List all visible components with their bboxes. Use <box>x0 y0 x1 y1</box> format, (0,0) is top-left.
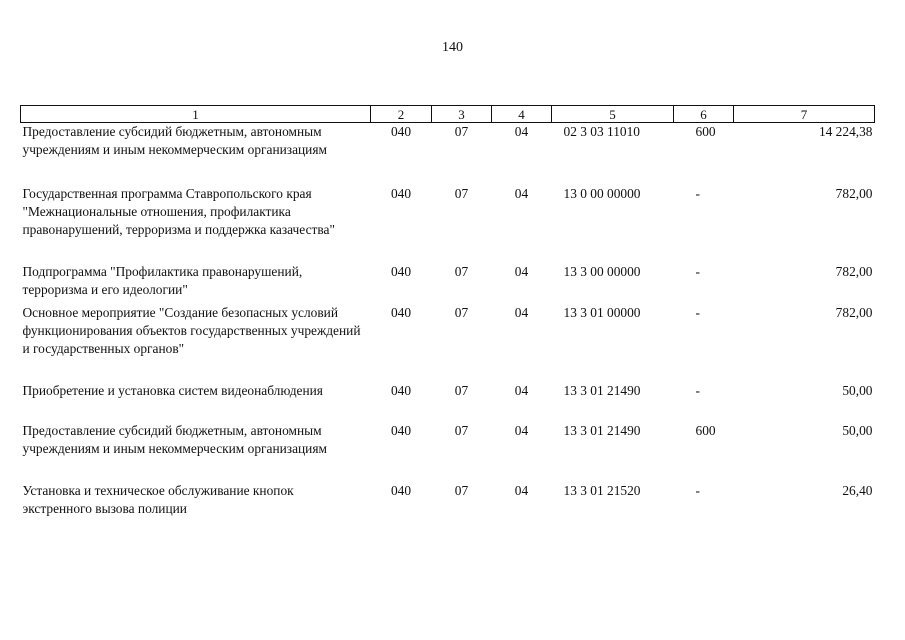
row-target: 13 3 01 21490 <box>563 422 641 438</box>
table-row <box>21 185 875 263</box>
row-amount: 50,00 <box>842 382 873 398</box>
table-row <box>21 304 875 382</box>
row-expense-type: - <box>695 304 700 320</box>
table-row <box>21 382 875 422</box>
row-target: 13 3 01 21520 <box>563 482 641 498</box>
row-name: Государственная программа Ставропольского края "Межнациональные отношения, профилактика правонарушений, терроризма и поддержка казачества" <box>22 185 335 237</box>
row-target: 02 3 03 11010 <box>563 124 640 139</box>
row-section: 07 <box>454 382 469 398</box>
header-col-3: 3 <box>432 106 492 123</box>
row-ministry: 040 <box>390 185 412 201</box>
row-name: Основное мероприятие "Создание безопасных условий функционирования объектов государственных учреждений и государственных органов" <box>22 304 361 356</box>
row-name: Подпрограмма "Профилактика правонарушений, терроризма и его идеологии" <box>22 263 303 297</box>
row-section: 07 <box>454 304 469 320</box>
table-row <box>21 482 875 522</box>
table-row <box>21 422 875 482</box>
table-row <box>21 263 875 304</box>
table-header <box>21 106 875 123</box>
row-name: Предоставление субсидий бюджетным, автономным учреждениям и иным некоммерческим организациям <box>22 422 327 456</box>
row-expense-type: - <box>695 482 700 498</box>
row-target: 13 0 00 00000 <box>563 185 641 201</box>
row-ministry: 040 <box>390 124 412 139</box>
row-amount: 14 224,38 <box>818 124 873 139</box>
header-col-6: 6 <box>674 106 734 123</box>
row-amount: 26,40 <box>842 482 873 498</box>
row-subsection: 04 <box>514 382 529 398</box>
row-ministry: 040 <box>390 304 412 320</box>
row-target: 13 3 01 00000 <box>563 304 641 320</box>
budget-table <box>20 105 875 522</box>
row-expense-type: 600 <box>695 124 716 139</box>
row-name: Приобретение и установка систем видеонаблюдения <box>22 382 323 398</box>
row-target: 13 3 01 21490 <box>563 382 641 398</box>
header-col-7: 7 <box>734 106 875 123</box>
row-subsection: 04 <box>514 124 529 139</box>
row-subsection: 04 <box>514 304 529 320</box>
header-col-4: 4 <box>492 106 552 123</box>
row-amount: 782,00 <box>835 185 873 201</box>
row-subsection: 04 <box>514 422 529 438</box>
row-section: 07 <box>454 482 469 498</box>
row-section: 07 <box>454 185 469 201</box>
row-subsection: 04 <box>514 185 529 201</box>
row-subsection: 04 <box>514 482 529 498</box>
row-expense-type: - <box>695 185 700 201</box>
row-subsection: 04 <box>514 263 529 279</box>
row-name: Предоставление субсидий бюджетным, автономным учреждениям и иным некоммерческим организациям <box>22 124 327 157</box>
row-amount: 50,00 <box>842 422 873 438</box>
row-section: 07 <box>454 263 469 279</box>
row-ministry: 040 <box>390 482 412 498</box>
header-col-5: 5 <box>552 106 674 123</box>
page-number: 140 <box>442 40 463 55</box>
row-ministry: 040 <box>390 422 412 438</box>
header-col-1: 1 <box>21 106 371 123</box>
row-section: 07 <box>454 124 469 139</box>
row-name: Установка и техническое обслуживание кнопок экстренного вызова полиции <box>22 482 294 516</box>
row-expense-type: - <box>695 382 700 398</box>
row-ministry: 040 <box>390 263 412 279</box>
row-expense-type: - <box>695 263 700 279</box>
row-amount: 782,00 <box>835 263 873 279</box>
header-row <box>21 106 875 123</box>
row-target: 13 3 00 00000 <box>563 263 641 279</box>
table-row <box>21 123 875 185</box>
table-body <box>21 123 875 522</box>
row-ministry: 040 <box>390 382 412 398</box>
header-col-2: 2 <box>371 106 432 123</box>
row-amount: 782,00 <box>835 304 873 320</box>
row-expense-type: 600 <box>695 422 716 438</box>
row-section: 07 <box>454 422 469 438</box>
